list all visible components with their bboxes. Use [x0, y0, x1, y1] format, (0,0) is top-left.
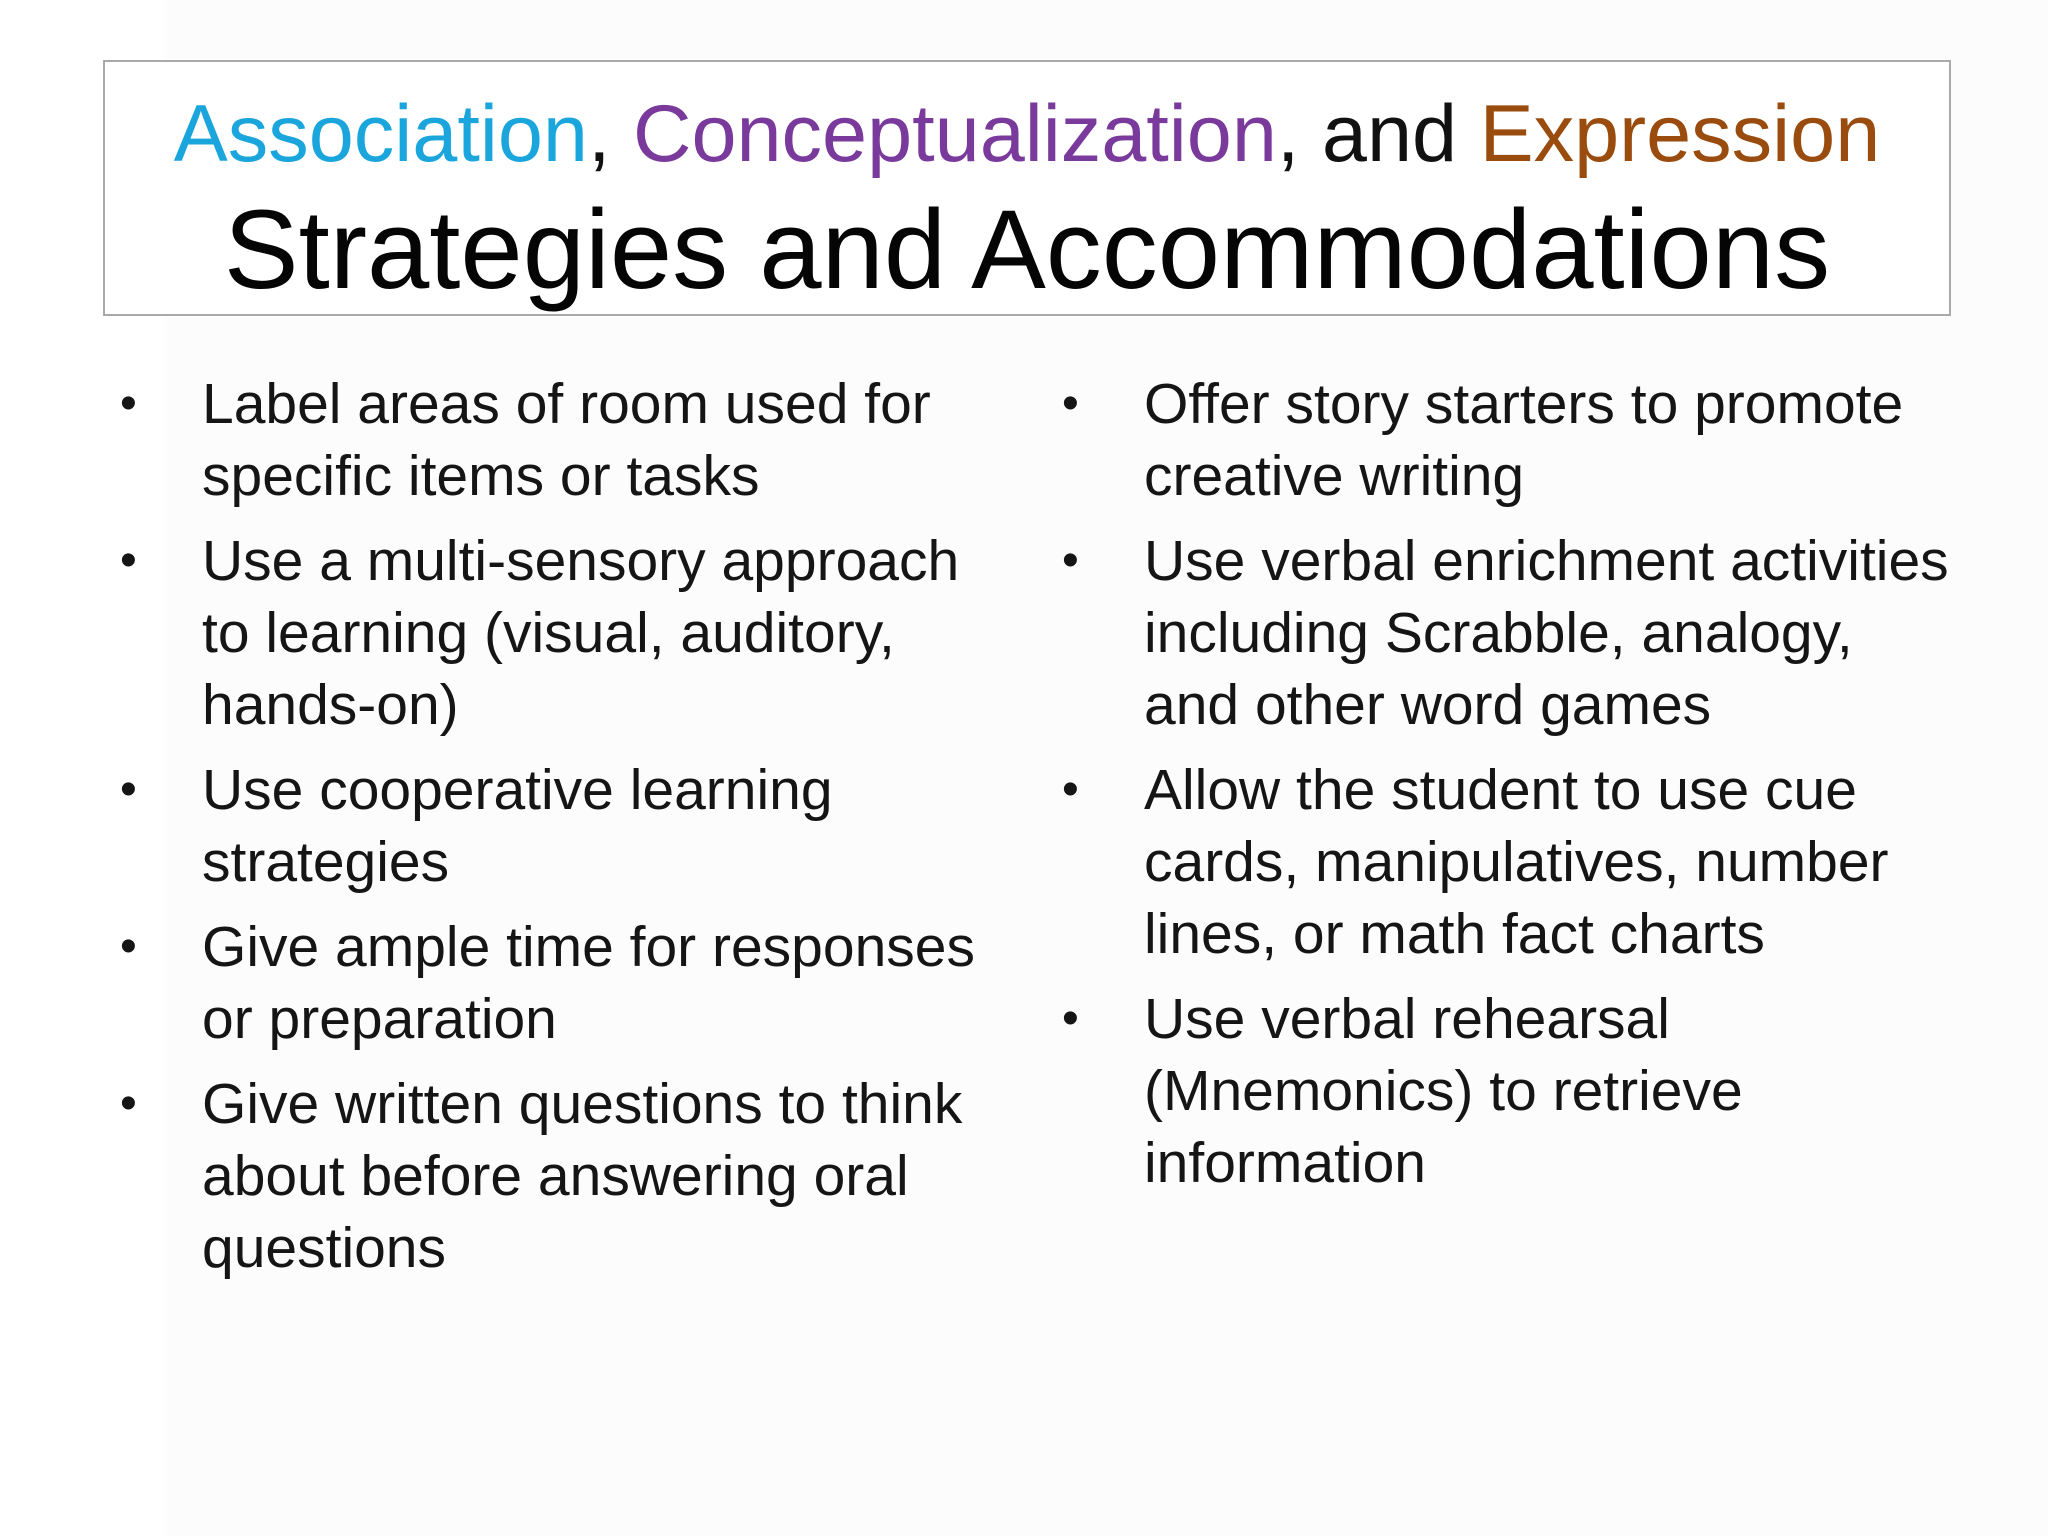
list-item-text: Use cooperative learning strategies — [202, 758, 833, 894]
list-item — [1062, 754, 1962, 970]
title-expression: Expression — [1479, 89, 1881, 179]
bullet-icon: • — [120, 1077, 137, 1130]
list-item-text: Use verbal enrichment activities including Scrabble, analogy, and other word games — [1144, 529, 1949, 737]
list-item-text: Give written questions to think about before answering oral questions — [202, 1072, 963, 1280]
bullet-icon: • — [1062, 534, 1079, 587]
bullet-icon: • — [1062, 377, 1079, 430]
bullet-icon: • — [120, 377, 137, 430]
title-separator-2: , and — [1276, 89, 1480, 179]
list-item-text: Allow the student to use cue cards, manipulatives, number lines, or math fact charts — [1144, 758, 1889, 966]
bullet-icon: • — [1062, 992, 1079, 1045]
page-title: Strategies and Accommodations — [223, 187, 1831, 312]
title-conceptualization: Conceptualization — [632, 89, 1277, 179]
list-item — [120, 754, 1000, 898]
bullet-icon: • — [120, 763, 137, 816]
bullet-icon: • — [120, 534, 137, 587]
list-item-text: Give ample time for responses or preparation — [202, 915, 975, 1051]
list-item — [120, 525, 1000, 741]
title-subheading — [105, 84, 1949, 184]
list-item — [120, 368, 1000, 512]
right-bullet-list — [1062, 368, 1962, 1212]
list-item-text: Use verbal rehearsal (Mnemonics) to retrieve information — [1144, 987, 1743, 1195]
list-item — [1062, 983, 1962, 1199]
list-item-text: Use a multi-sensory approach to learning (visual, auditory, hands-on) — [202, 529, 960, 737]
title-box — [103, 60, 1951, 316]
list-item — [120, 1068, 1000, 1284]
list-item — [1062, 525, 1962, 741]
left-bullet-list — [120, 368, 1000, 1297]
bullet-icon: • — [1062, 763, 1079, 816]
bullet-icon: • — [120, 920, 137, 973]
list-item — [1062, 368, 1962, 512]
list-item-text: Offer story starters to promote creative writing — [1144, 372, 1904, 508]
list-item — [120, 911, 1000, 1055]
title-separator-1: , — [587, 89, 633, 179]
list-item-text: Label areas of room used for specific items or tasks — [202, 372, 931, 508]
title-association: Association — [173, 89, 588, 179]
